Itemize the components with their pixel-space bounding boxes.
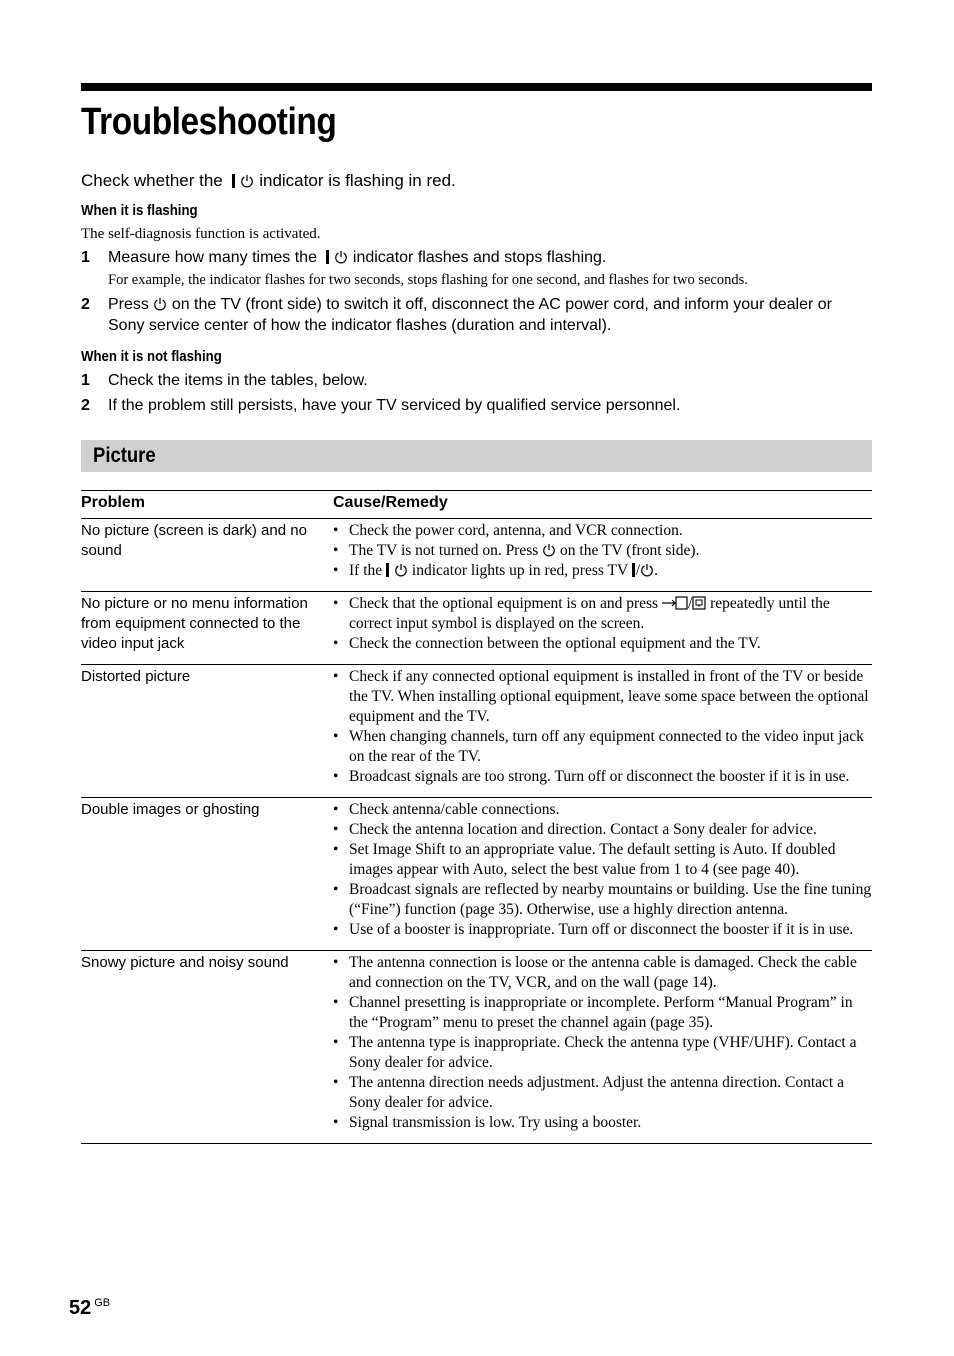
flashing-step-1-note: For example, the indicator flashes for two seconds, stops flashing for one second, and flashes for two seconds. — [108, 272, 748, 288]
problem-cell: Double images or ghosting — [81, 798, 333, 951]
standby-bar-icon — [632, 563, 635, 577]
standby-bar-icon — [386, 563, 389, 577]
power-icon — [240, 174, 254, 188]
remedy-cell — [333, 951, 872, 1144]
table-row — [81, 519, 872, 592]
power-icon — [640, 563, 654, 577]
remedy-item: • Use of a booster is inappropriate. Turn off or disconnect the booster if it is in use. — [333, 920, 872, 940]
troubleshooting-table — [81, 490, 872, 1144]
table-row — [81, 665, 872, 798]
header-problem: Problem — [81, 491, 333, 519]
check-prefix: Check whether the — [81, 171, 223, 190]
power-icon — [394, 563, 408, 577]
not-flashing-step-1: 1 Check the items in the tables, below. — [81, 372, 368, 389]
page-number: 52 $^{GB}$ — [69, 1297, 111, 1319]
table-row — [81, 951, 872, 1144]
table-row — [81, 592, 872, 665]
remedy-item: • Signal transmission is low. Try using a booster. — [333, 1113, 872, 1133]
remedy-item: • Check the power cord, antenna, and VCR connection. — [333, 521, 872, 541]
problem-cell: Distorted picture — [81, 665, 333, 798]
remedy-item: • Check if any connected optional equipment is installed in front of the TV or beside the TV. When installing optional equipment, leave some space between the optional equipment and the TV. — [333, 667, 872, 727]
not-flashing-step-2: 2 If the problem still persists, have your TV serviced by qualified service personnel. — [81, 397, 681, 414]
top-rule — [81, 83, 872, 91]
remedy-item: • Broadcast signals are too strong. Turn off or disconnect the booster if it is in use. — [333, 767, 872, 787]
problem-cell: No picture or no menu information from equipment connected to the video input jack — [81, 592, 333, 665]
remedy-item: • Check the antenna location and direction. Contact a Sony dealer for advice. — [333, 820, 872, 840]
section-bar-picture — [81, 440, 872, 472]
remedy-item: • The antenna type is inappropriate. Check the antenna type (VHF/UHF). Contact a Sony dealer for advice. — [333, 1033, 872, 1073]
problem-cell: Snowy picture and noisy sound — [81, 951, 333, 1144]
flashing-step-1: 1 Measure how many times the indicator flashes and stops flashing. — [81, 249, 607, 266]
remedy-cell — [333, 665, 872, 798]
input-select-icon — [662, 596, 688, 610]
check-indicator-line — [81, 170, 872, 192]
check-suffix: indicator is flashing in red. — [259, 171, 456, 190]
remedy-item: • Check antenna/cable connections. — [333, 800, 872, 820]
remedy-item: • Check the connection between the optional equipment and the TV. — [333, 634, 872, 654]
document-page — [81, 83, 872, 1144]
remedy-item: • Channel presetting is inappropriate or incomplete. Perform “Manual Program” in the “Program” menu to preset the channel again (page 35). — [333, 993, 872, 1033]
standby-bar-icon — [326, 250, 329, 264]
tv-input-icon — [692, 596, 706, 610]
not-flashing-heading: When it is not flashing — [81, 348, 222, 365]
table-header-row — [81, 491, 872, 519]
remedy-cell — [333, 798, 872, 951]
page-suffix: GB — [94, 1297, 111, 1309]
remedy-item: • The antenna direction needs adjustment. Adjust the antenna direction. Contact a Sony dealer for advice. — [333, 1073, 872, 1113]
remedy-item: • Check that the optional equipment is on and press / repeatedly until the correct input symbol is displayed on the screen. — [333, 594, 872, 634]
remedy-cell — [333, 519, 872, 592]
remedy-item: • The antenna connection is loose or the antenna cable is damaged. Check the cable and connection on the TV, VCR, and on the wall (page 14). — [333, 953, 872, 993]
remedy-item: • If the indicator lights up in red, press TV / . — [333, 561, 872, 581]
header-cause: Cause/Remedy — [333, 491, 872, 519]
power-icon — [153, 297, 167, 311]
flashing-intro: The self-diagnosis function is activated. — [81, 226, 321, 242]
power-icon — [334, 250, 348, 264]
remedy-item: • The TV is not turned on. Press on the TV (front side). — [333, 541, 872, 561]
remedy-cell — [333, 592, 872, 665]
remedy-item: • Set Image Shift to an appropriate value. The default setting is Auto. If doubled images appear with Auto, select the best value from 1 to 4 (see page 40). — [333, 840, 872, 880]
remedy-item: • When changing channels, turn off any equipment connected to the video input jack on the rear of the TV. — [333, 727, 872, 767]
page-title: Troubleshooting — [81, 101, 337, 143]
remedy-item: • Broadcast signals are reflected by nearby mountains or building. Use the fine tuning (“Fine”) function (page 35). Otherwise, use a highly direction antenna. — [333, 880, 872, 920]
flashing-step-2: 2 Press on the TV (front side) to switch it off, disconnect the AC power cord, and inform your dealer or Sony service center of how the indicator flashes (duration and interval). — [81, 296, 832, 334]
table-row — [81, 798, 872, 951]
problem-cell: No picture (screen is dark) and no sound — [81, 519, 333, 592]
power-icon — [542, 543, 556, 557]
standby-bar-icon — [232, 174, 235, 188]
flashing-heading: When it is flashing — [81, 202, 198, 219]
section-title: Picture — [93, 444, 156, 467]
